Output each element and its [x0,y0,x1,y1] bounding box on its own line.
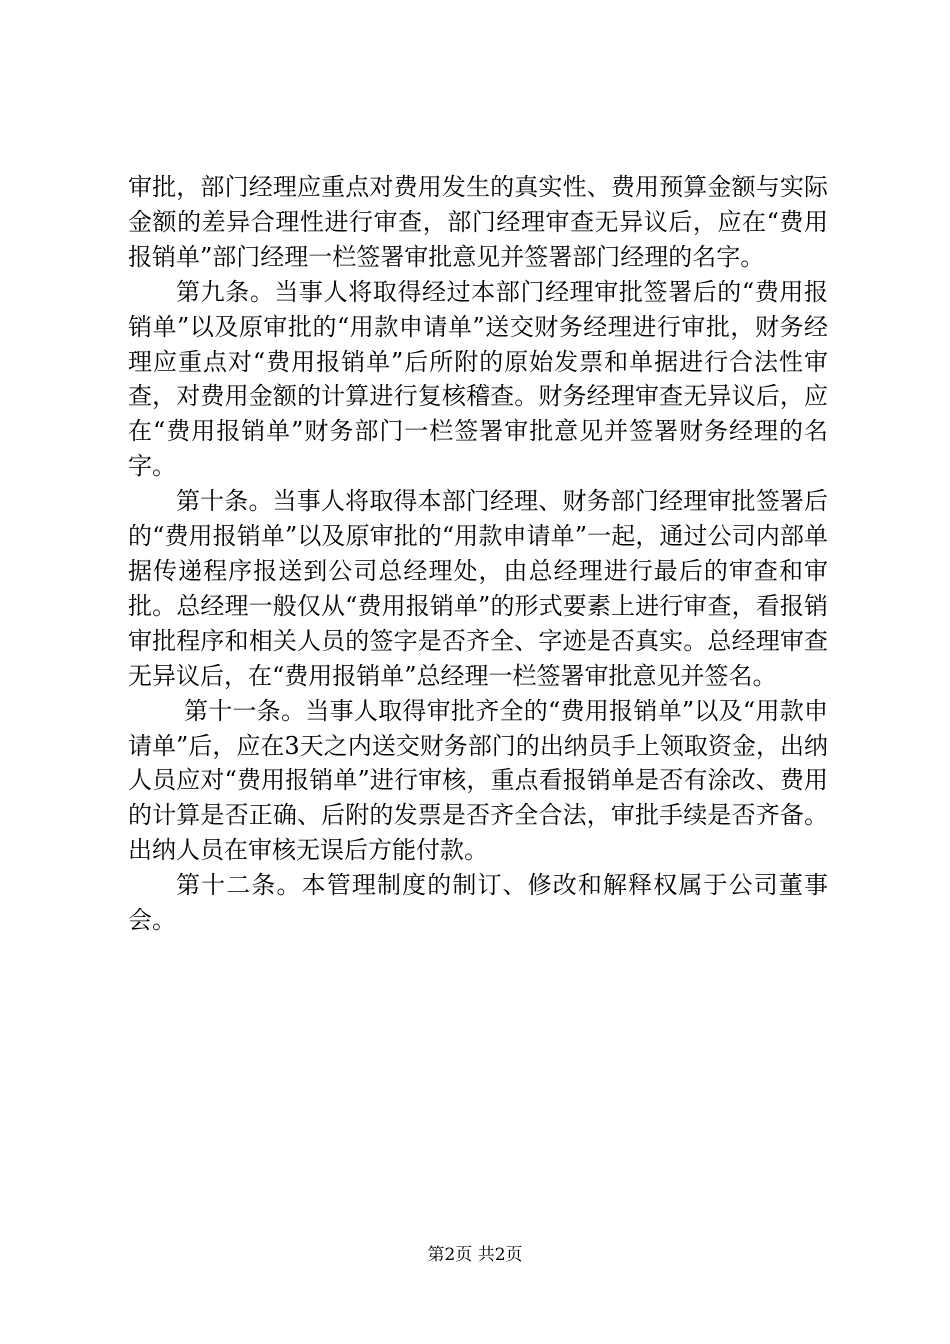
paragraph-article-11: 第十一条。当事人取得审批齐全的“费用报销单”以及“用款申请单”后，应在3天之内送交财务部门的出纳员手上领取资金，出纳人员应对“费用报销单”进行审核，重点看报销单是否有涂改、费用的计算是否正确、后附的发票是否齐全合法，审批手续是否齐备。出纳人员在审核无误后方能付款。 [128,696,828,865]
page-number-label: 第2页 共2页 [427,1245,523,1265]
page-footer [0,1244,950,1266]
paragraph-article-12: 第十二条。本管理制度的制订、修改和解释权属于公司董事会。 [128,871,828,935]
paragraph-article-10: 第十条。当事人将取得本部门经理、财务部门经理审批签署后的“费用报销单”以及原审批的“用款申请单”一起，通过公司内部单据传递程序报送到公司总经理处，由总经理进行最后的审查和审批。总经理一般仅从“费用报销单”的形式要素上进行审查，看报销审批程序和相关人员的签字是否齐全、字迹是否真实。总经理审查无异议后，在“费用报销单”总经理一栏签署审批意见并签名。 [128,487,828,690]
paragraph-article-9: 第九条。当事人将取得经过本部门经理审批签署后的“费用报销单”以及原审批的“用款申请单”送交财务经理进行审批，财务经理应重点对“费用报销单”后所附的原始发票和单据进行合法性审查，对费用金额的计算进行复核稽查。财务经理审查无异议后，应在“费用报销单”财务部门一栏签署审批意见并签署财务经理的名字。 [128,277,828,481]
document-body [128,170,828,938]
paragraph-continuation: 审批，部门经理应重点对费用发生的真实性、费用预算金额与实际金额的差异合理性进行审查，部门经理审查无异议后，应在“费用报销单”部门经理一栏签署审批意见并签署部门经理的名字。 [128,173,828,271]
